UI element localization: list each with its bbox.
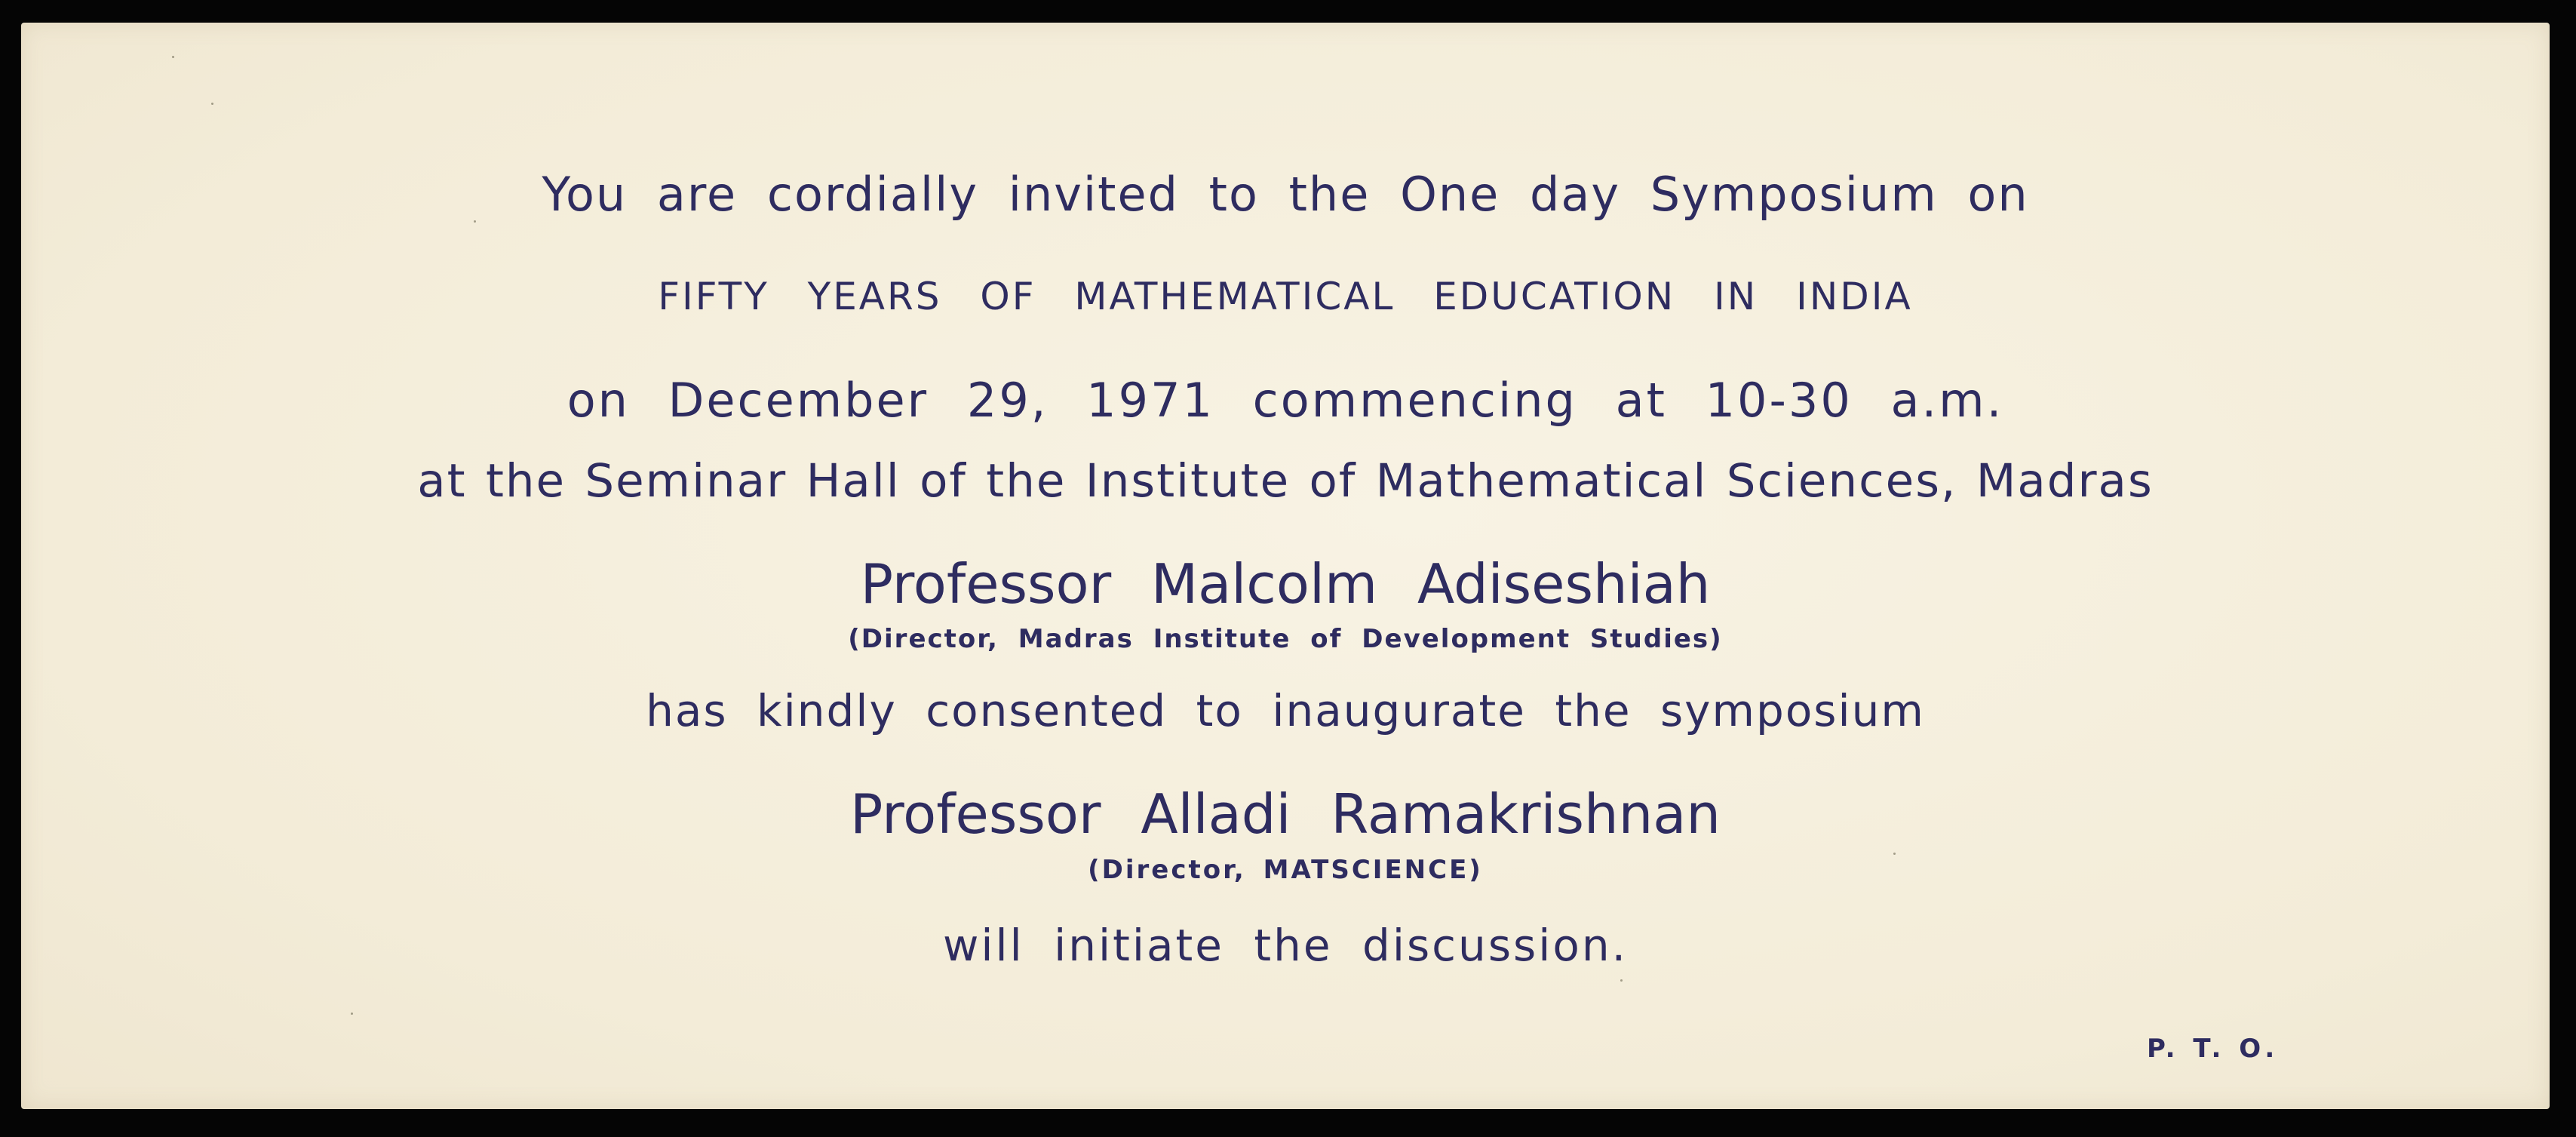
please-turn-over-note: P. T. O. [2147,1034,2280,1064]
invitation-opening: You are cordially invited to the One day Symposium on [542,167,2029,222]
discussant-name: Professor Alladi Ramakrishnan [849,782,1721,846]
symposium-title: FIFTY YEARS OF MATHEMATICAL EDUCATION IN INDIA [658,275,1913,318]
venue-line: at the Seminar Hall of the Institute of Mathematical Sciences, Madras [417,454,2154,508]
inaugurator-affiliation: (Director, Madras Institute of Development Studies) [848,624,1723,654]
paper-speck [474,220,476,223]
paper-speck [172,56,174,58]
invitation-card [21,23,2550,1109]
discussant-affiliation: (Director, MATSCIENCE) [1088,855,1483,885]
inaugurator-name: Professor Malcolm Adiseshiah [860,552,1711,616]
date-line: on December 29, 1971 commencing at 10-30 a.m. [566,373,2004,428]
discussant-role: will initiate the discussion. [942,920,1629,971]
paper-speck [1893,853,1896,855]
paper-speck [211,103,213,105]
paper-speck [1620,979,1623,982]
inaugurator-role: has kindly consented to inaugurate the symposium [646,685,1925,736]
paper-speck [351,1013,353,1015]
